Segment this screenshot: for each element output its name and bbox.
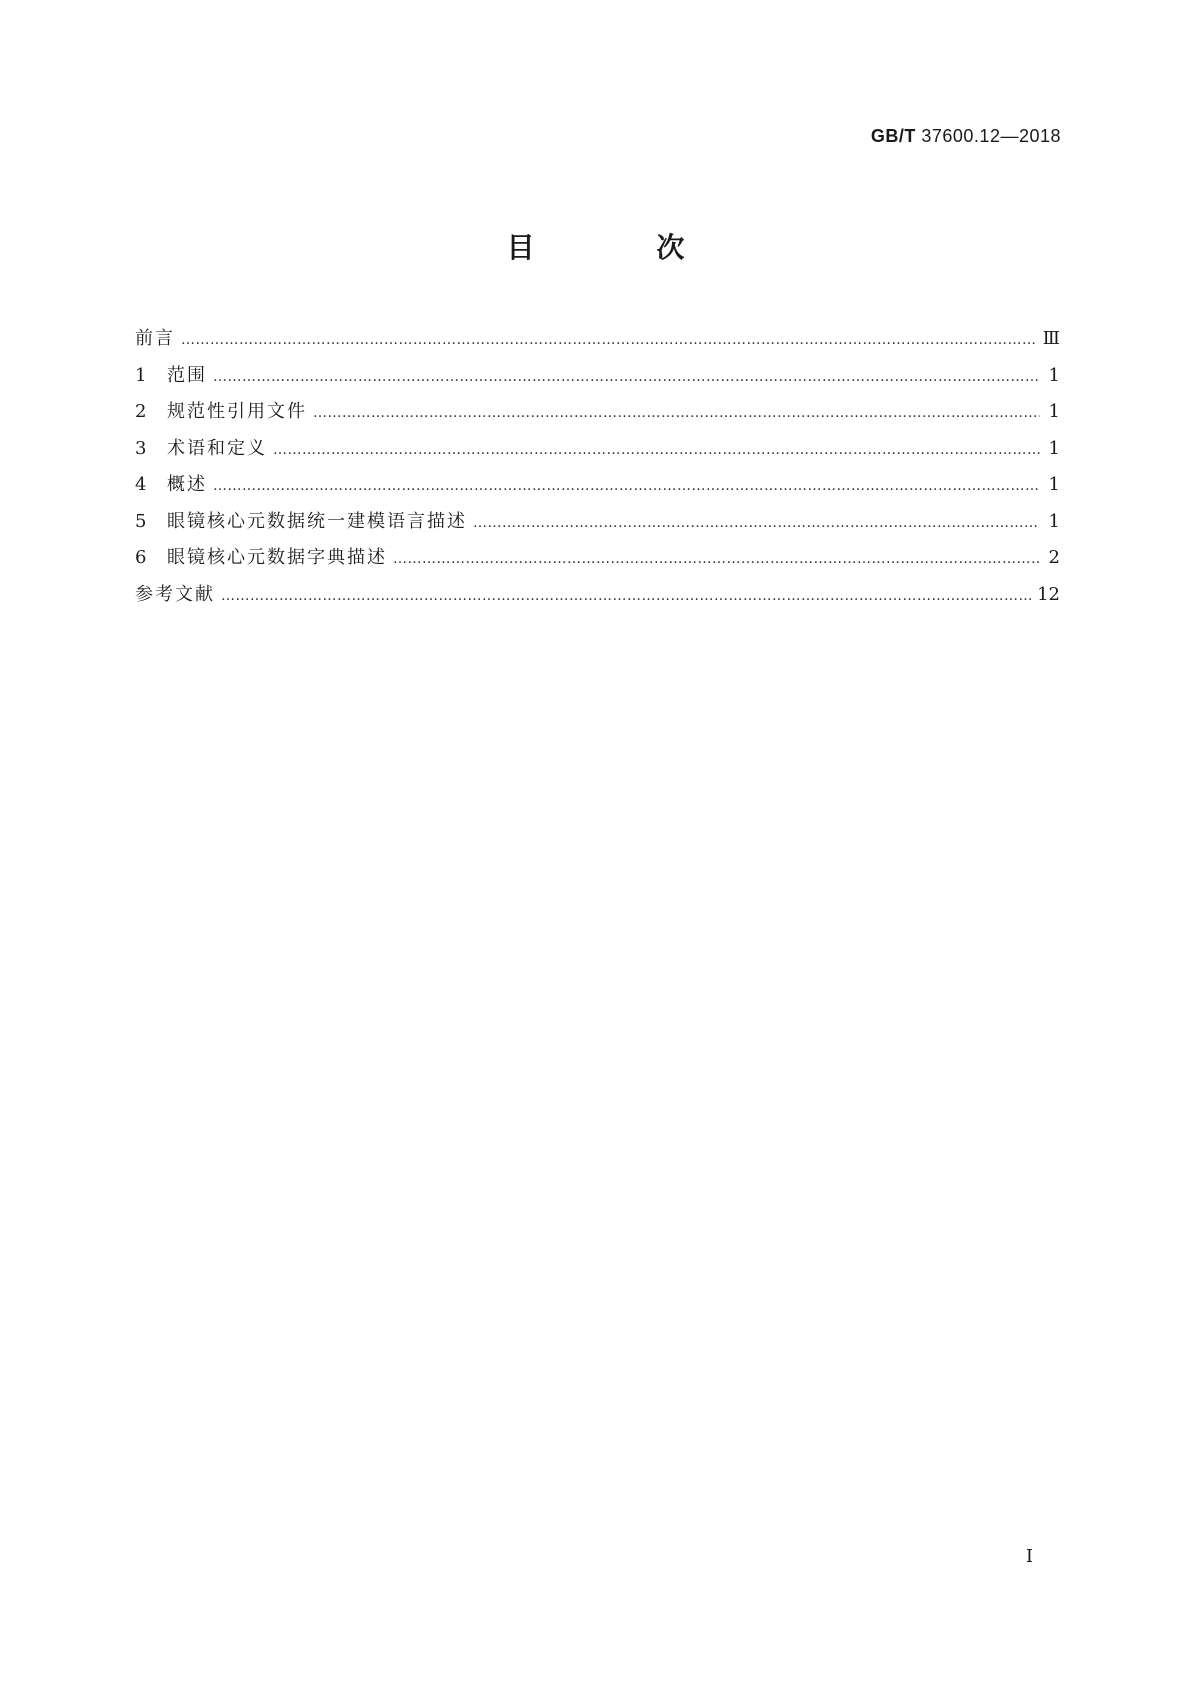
toc-entry-number: 4 <box>135 474 147 495</box>
toc-entry-bibliography[interactable] <box>135 580 1060 617</box>
toc-entry-label: 前言 <box>135 328 175 349</box>
toc-entry-scope[interactable] <box>135 361 1060 398</box>
toc-entry-page: 12 <box>1037 583 1060 605</box>
toc-entry-page: 1 <box>1048 401 1060 422</box>
toc-entry-uml-description[interactable] <box>135 507 1060 544</box>
toc-entry-terms-definitions[interactable] <box>135 434 1060 471</box>
toc-entry-label: 范围 <box>167 364 207 386</box>
toc-entry-page: 1 <box>1048 510 1060 532</box>
toc-entry-number: 5 <box>135 510 147 532</box>
toc-entry-number: 2 <box>135 401 147 422</box>
toc-leader-dots <box>313 405 1040 421</box>
toc-entry-number: 3 <box>135 437 147 459</box>
table-of-contents <box>135 324 1060 616</box>
toc-entry-normative-references[interactable] <box>135 397 1060 434</box>
toc-entry-page: 1 <box>1048 474 1060 495</box>
page-number: Ⅰ <box>1025 1546 1033 1567</box>
toc-leader-dots <box>213 369 1040 385</box>
toc-entry-page: 2 <box>1048 547 1060 568</box>
toc-entry-label: 参考文献 <box>135 583 215 605</box>
standard-number: 37600.12—2018 <box>921 126 1061 146</box>
toc-entry-page: 1 <box>1048 364 1060 386</box>
toc-entry-label: 概述 <box>167 474 207 495</box>
toc-leader-dots <box>273 442 1040 458</box>
toc-entry-data-dictionary[interactable] <box>135 543 1060 580</box>
toc-leader-dots <box>221 588 1031 604</box>
toc-entry-page: 1 <box>1048 437 1060 459</box>
standard-code <box>871 126 1061 147</box>
standard-prefix: GB/T <box>870 126 916 146</box>
toc-leader-dots <box>213 478 1040 494</box>
toc-entry-label: 术语和定义 <box>167 437 267 459</box>
toc-title: 目 次 <box>506 231 741 264</box>
toc-leader-dots <box>181 332 1037 348</box>
toc-entry-overview[interactable] <box>135 470 1060 507</box>
toc-entry-number: 6 <box>135 547 147 568</box>
toc-entry-label: 眼镜核心元数据统一建模语言描述 <box>167 510 467 532</box>
toc-entry-number: 1 <box>135 364 147 386</box>
toc-entry-label: 眼镜核心元数据字典描述 <box>167 547 387 568</box>
toc-entry-page: Ⅲ <box>1042 328 1060 349</box>
toc-entry-label: 规范性引用文件 <box>167 401 307 422</box>
toc-entry-foreword[interactable] <box>135 324 1060 361</box>
toc-leader-dots <box>393 551 1040 567</box>
toc-leader-dots <box>473 515 1040 531</box>
